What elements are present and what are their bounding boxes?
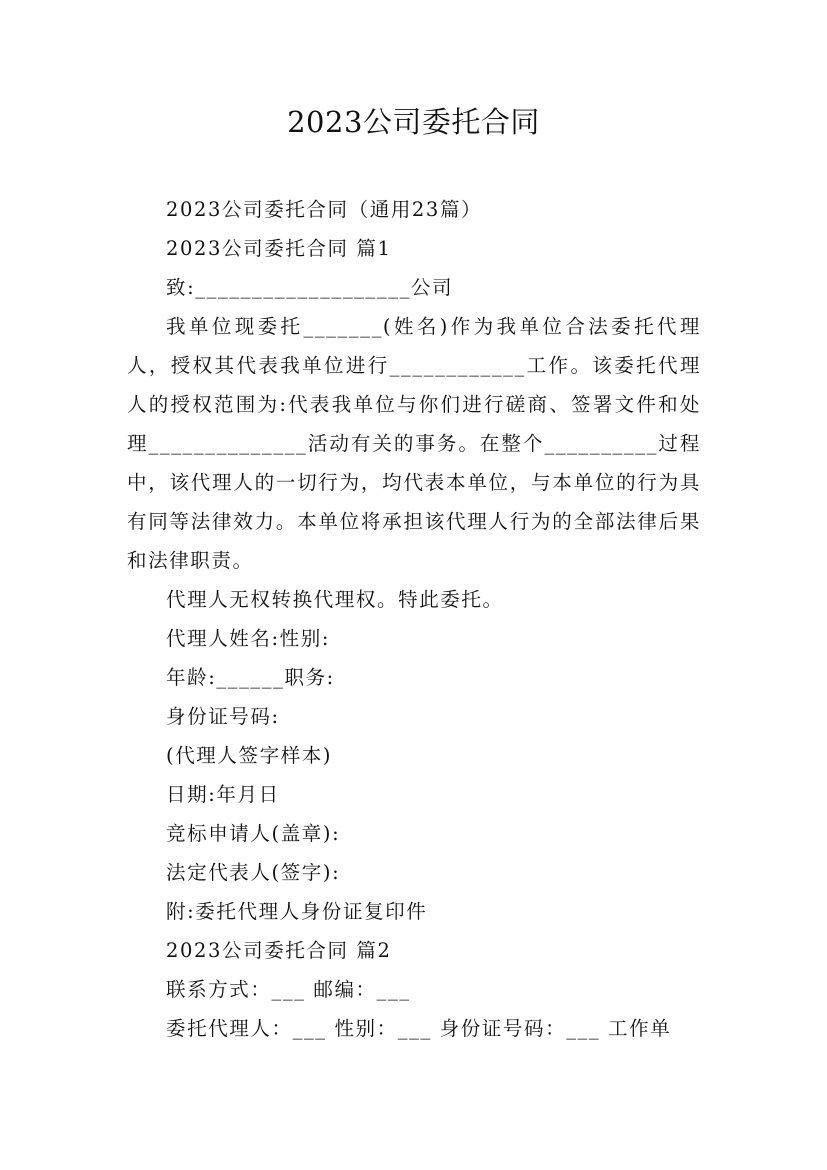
age-position-line: 年龄:______职务: [166, 666, 335, 689]
no-transfer-statement: 代理人无权转换代理权。特此委托。 [166, 588, 504, 611]
agent-info-line: 委托代理人：___ 性别：___ 身份证号码：___ 工作单 [166, 1017, 672, 1040]
section-heading-1: 2023公司委托合同 篇1 [166, 237, 392, 260]
section-heading-2: 2023公司委托合同 篇2 [166, 939, 392, 962]
doc-heading-collection: 2023公司委托合同（通用23篇） [166, 198, 483, 221]
signature-sample-line: (代理人签字样本) [166, 744, 333, 767]
agent-name-gender-line: 代理人姓名:性别: [166, 627, 331, 650]
date-line: 日期:年月日 [166, 783, 280, 806]
applicant-seal-line: 竞标申请人(盖章): [166, 822, 341, 845]
contact-postcode-line: 联系方式：___ 邮编：___ [166, 978, 411, 1001]
attachment-line: 附:委托代理人身份证复印件 [166, 900, 428, 923]
document-title: 2023公司委托合同 [287, 105, 540, 139]
authorization-paragraph: 我单位现委托_______(姓名)作为我单位合法委托代理人，授权其代表我单位进行____________工作。该委托代理人的授权范围为:代表我单位与你们进行磋商、签署文件和处理______________活动有关的事务。在整个__________过程中，该代理人的一切行为，均代表本单位，与本单位的行为具有同等法律效力。本单位将承担该代理人行为的全部法律后果和法律职责。 [127, 315, 701, 572]
id-number-line: 身份证号码: [166, 705, 280, 728]
document-body [127, 190, 701, 1048]
addressee-line: 致:___________________公司 [166, 276, 454, 299]
legal-rep-signature-line: 法定代表人(签字): [166, 861, 341, 884]
